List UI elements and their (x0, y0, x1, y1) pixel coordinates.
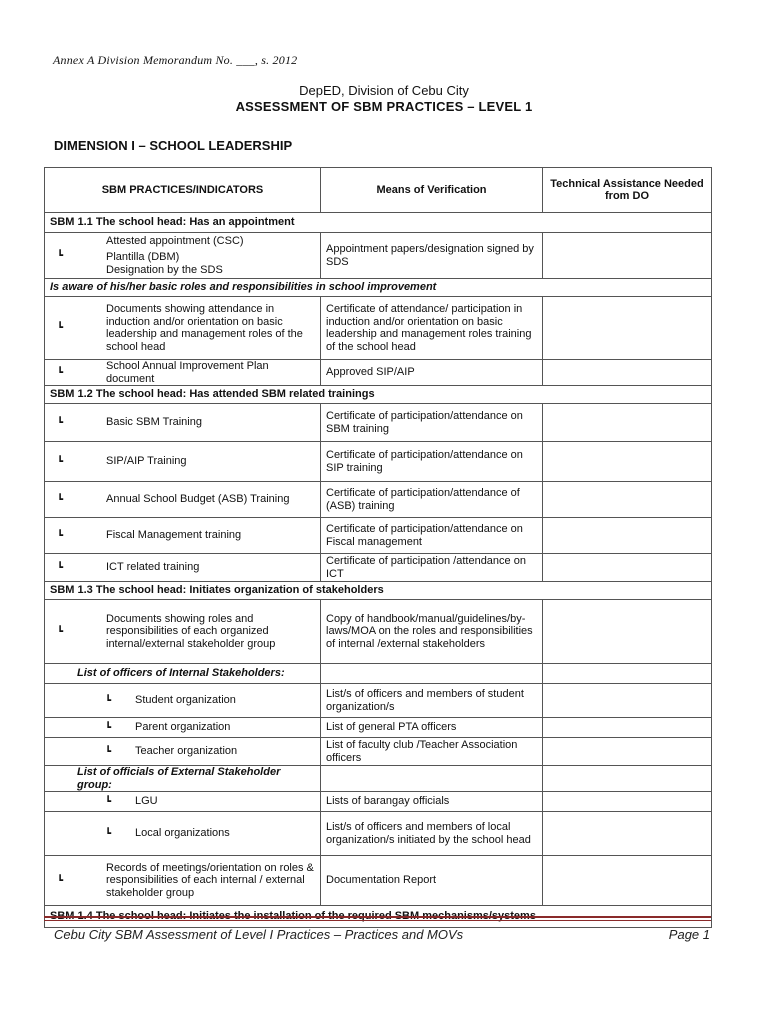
footer-title: Cebu City SBM Assessment of Level I Practices – Practices and MOVs (54, 927, 464, 942)
section-row (45, 664, 712, 684)
indicator-cell: ┗ School Annual Improvement Plan document (45, 360, 321, 386)
assistance-cell (543, 233, 712, 279)
table-row (45, 792, 712, 812)
section-external-stakeholders: List of officials of External Stakeholder group: (45, 766, 321, 792)
dimension-heading: DIMENSION I – SCHOOL LEADERSHIP (54, 138, 293, 153)
verification-cell: Copy of handbook/manual/guidelines/by-laws/MOA on the roles and responsibilities of internal /external stakeholders (321, 600, 543, 664)
page-number: Page 1 (668, 927, 710, 942)
indicator-cell: ┗ LGU (45, 792, 321, 812)
table-row (45, 442, 712, 482)
section-row (45, 279, 712, 297)
section-sbm-1-1: SBM 1.1 The school head: Has an appointment (45, 213, 712, 233)
section-row (45, 213, 712, 233)
indicator-cell: ┗ ICT related training (45, 554, 321, 582)
table-row (45, 718, 712, 738)
indicator-cell: ┗ Documents showing attendance in induction and/or orientation on basic leadership and management roles of the school head (45, 297, 321, 360)
indicator-cell: ┗ Student organization (45, 684, 321, 718)
verification-cell: Lists of barangay officials (321, 792, 543, 812)
section-internal-stakeholders: List of officers of Internal Stakeholders: (45, 664, 321, 684)
indicator-cell: ┗ Records of meetings/orientation on roles & responsibilities of each internal / external stakeholder group (45, 856, 321, 906)
checkbox-bullet-icon: ┗ (105, 694, 112, 706)
section-sbm-1-2: SBM 1.2 The school head: Has attended SBM related trainings (45, 386, 712, 404)
indicator-cell: ┗ Annual School Budget (ASB) Training (45, 482, 321, 518)
verification-cell: List/s of officers and members of student organization/s (321, 684, 543, 718)
checkbox-bullet-icon: ┗ (105, 745, 112, 757)
table-row (45, 404, 712, 442)
indicator-cell: ┗ Parent organization (45, 718, 321, 738)
table-row (45, 554, 712, 582)
assistance-cell (543, 856, 712, 906)
section-row (45, 582, 712, 600)
indicator-cell: ┗ Fiscal Management training (45, 518, 321, 554)
section-row (45, 386, 712, 404)
checkbox-bullet-icon: ┗ (57, 493, 64, 505)
checkbox-bullet-icon: ┗ (57, 366, 64, 378)
verification-cell: Appointment papers/designation signed by SDS (321, 233, 543, 279)
header-technical-assistance: Technical Assistance Needed from DO (543, 168, 712, 213)
annex-reference: Annex A Division Memorandum No. ___, s. 2012 (53, 53, 298, 67)
verification-cell: List/s of officers and members of local organization/s initiated by the school head (321, 812, 543, 856)
verification-cell: Certificate of participation/attendance on Fiscal management (321, 518, 543, 554)
checkbox-bullet-icon: ┗ (57, 529, 64, 541)
verification-cell: Certificate of attendance/ participation in induction and/or orientation on basic leadership and management roles training of the school head (321, 297, 543, 360)
assistance-cell (543, 600, 712, 664)
assistance-cell (543, 360, 712, 386)
table-row (45, 233, 712, 279)
checkbox-bullet-icon: ┗ (105, 721, 112, 733)
table-row (45, 482, 712, 518)
checkbox-bullet-icon: ┗ (57, 322, 64, 334)
assistance-cell (543, 297, 712, 360)
verification-cell: Certificate of participation/attendance on SIP training (321, 442, 543, 482)
header-verification: Means of Verification (321, 168, 543, 213)
table-row (45, 684, 712, 718)
assistance-cell (543, 404, 712, 442)
assistance-cell (543, 792, 712, 812)
table-row (45, 518, 712, 554)
assistance-cell (543, 554, 712, 582)
organization-name: DepED, Division of Cebu City (299, 83, 469, 98)
table-row (45, 812, 712, 856)
verification-cell: Certificate of participation /attendance on ICT (321, 554, 543, 582)
checkbox-bullet-icon: ┗ (57, 416, 64, 428)
verification-cell: Certificate of participation/attendance of (ASB) training (321, 482, 543, 518)
verification-cell: Certificate of participation/attendance on SBM training (321, 404, 543, 442)
checkbox-bullet-icon: ┗ (57, 561, 64, 573)
indicator-cell: ┗ Basic SBM Training (45, 404, 321, 442)
checkbox-bullet-icon: ┗ (57, 625, 64, 637)
section-sbm-1-3: SBM 1.3 The school head: Initiates organization of stakeholders (45, 582, 712, 600)
assistance-cell (543, 738, 712, 766)
table-row (45, 738, 712, 766)
assistance-cell (543, 684, 712, 718)
indicator-cell: ┗ Local organizations (45, 812, 321, 856)
section-basic-roles: Is aware of his/her basic roles and responsibilities in school improvement (45, 279, 712, 297)
verification-cell: List of faculty club /Teacher Association officers (321, 738, 543, 766)
indicator-cell: ┗ Attested appointment (CSC) Plantilla (DBM) Designation by the SDS (45, 233, 321, 279)
indicator-cell: ┗ SIP/AIP Training (45, 442, 321, 482)
checkbox-bullet-icon: ┗ (57, 455, 64, 467)
checkbox-bullet-icon: ┗ (105, 795, 112, 807)
section-row (45, 766, 712, 792)
table-row (45, 856, 712, 906)
checkbox-bullet-icon: ┗ (105, 827, 112, 839)
checkbox-bullet-icon: ┗ (57, 874, 64, 886)
assessment-table (44, 167, 712, 928)
assistance-cell (543, 442, 712, 482)
table-row (45, 600, 712, 664)
assistance-cell (543, 482, 712, 518)
assistance-cell (543, 812, 712, 856)
footer-rule (44, 916, 711, 918)
assistance-cell (543, 718, 712, 738)
document-title: ASSESSMENT OF SBM PRACTICES – LEVEL 1 (235, 99, 533, 114)
table-header-row (45, 168, 712, 213)
indicator-cell: ┗ Documents showing roles and responsibilities of each organized internal/external stakeholder group (45, 600, 321, 664)
indicator-cell: ┗ Teacher organization (45, 738, 321, 766)
assistance-cell (543, 518, 712, 554)
checkbox-bullet-icon: ┗ (57, 249, 64, 261)
footer-rule-thin (44, 920, 711, 921)
table-row (45, 360, 712, 386)
table-row (45, 297, 712, 360)
verification-cell: Approved SIP/AIP (321, 360, 543, 386)
verification-cell: Documentation Report (321, 856, 543, 906)
header-indicators: SBM PRACTICES/INDICATORS (45, 168, 321, 213)
verification-cell: List of general PTA officers (321, 718, 543, 738)
